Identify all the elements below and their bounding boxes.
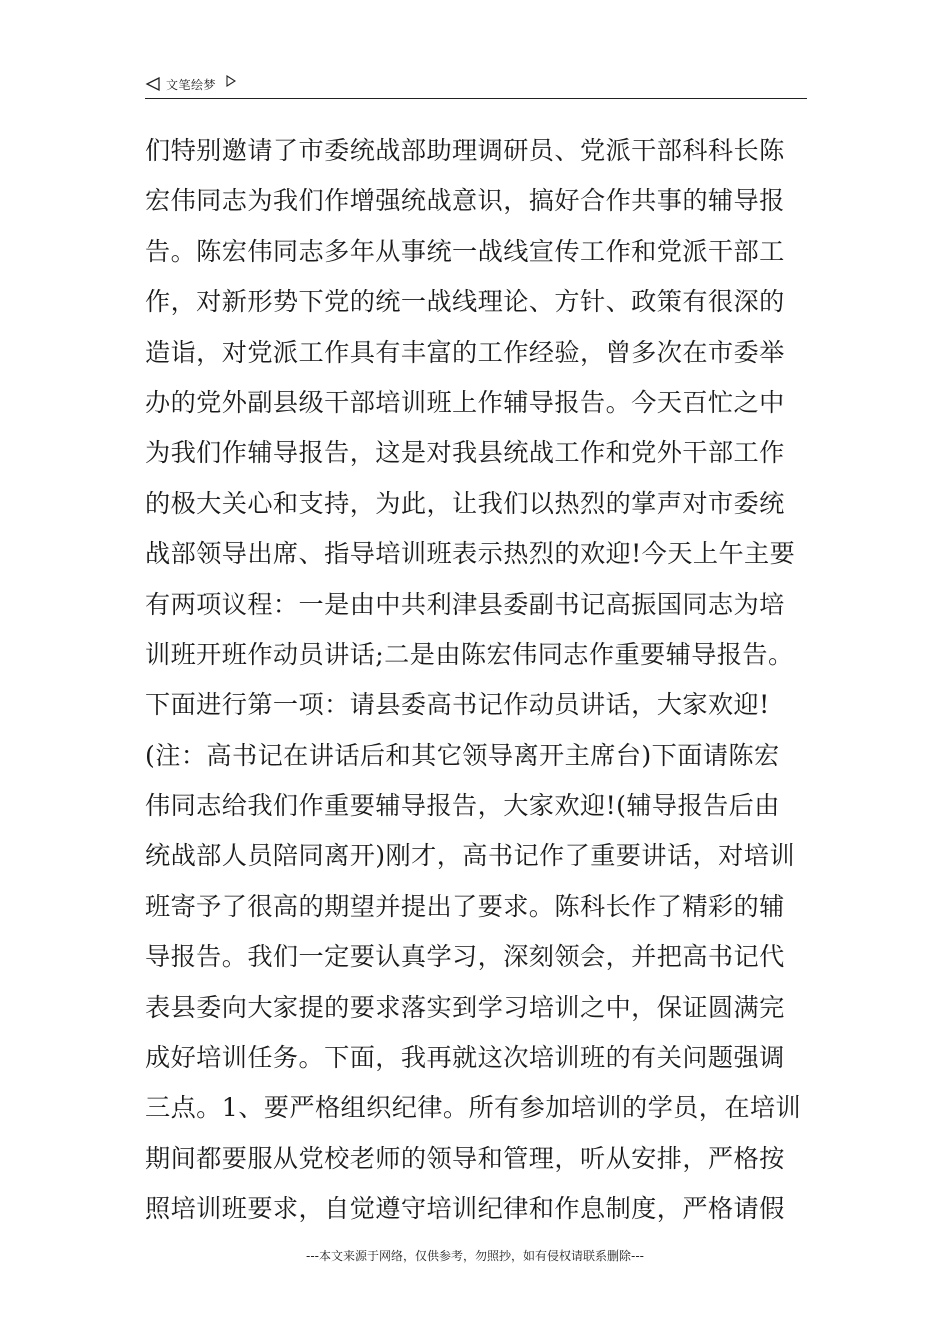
text-line: (注：高书记在讲话后和其它领导离开主席台)下面请陈宏 [145,740,780,770]
text-line: 统战部人员陪同离开)刚才，高书记作了重要讲话，对培训 [145,841,795,871]
header-title: 文笔绘梦 [166,77,217,92]
left-triangle-icon [145,76,161,92]
text-line: 照培训班要求，自觉遵守培训纪律和作息制度，严格请假 [145,1194,785,1224]
text-line: 宏伟同志为我们作增强统战意识，搞好合作共事的辅导报 [145,186,785,216]
text-line: 表县委向大家提的要求落实到学习培训之中，保证圆满完 [145,992,785,1022]
text-line: 们特别邀请了市委统战部助理调研员、党派干部科科长陈 [145,136,785,165]
text-line: 造诣，对党派工作具有丰富的工作经验，曾多次在市委举 [145,337,785,367]
text-line: 告。陈宏伟同志多年从事统一战线宣传工作和党派干部工 [145,236,785,266]
text-line: 战部领导出席、指导培训班表示热烈的欢迎!今天上午主要 [145,539,796,569]
text-line: 班寄予了很高的期望并提出了要求。陈科长作了精彩的辅 [145,891,785,921]
text-line: 伟同志给我们作重要辅导报告，大家欢迎!(辅导报告后由 [145,791,780,821]
document-body [145,131,811,1240]
text-line: 的极大关心和支持，为此，让我们以热烈的掌声对市委统 [145,488,785,518]
footer-notice: ---本文来源于网络，仅供参考，勿照抄，如有侵权请联系删除--- [306,1249,644,1263]
text-line: 期间都要服从党校老师的领导和管理，听从安排，严格按 [145,1143,785,1173]
header-row [145,74,236,94]
text-line: 为我们作辅导报告，这是对我县统战工作和党外干部工作 [145,438,785,468]
text-line: 办的党外副县级干部培训班上作辅导报告。今天百忙之中 [145,387,785,417]
right-triangle-icon [226,75,236,87]
text-line: 导报告。我们一定要认真学习，深刻领会，并把高书记代 [145,942,785,972]
text-line: 三点。1、要严格组织纪律。所有参加培训的学员，在培训 [145,1093,802,1123]
text-line: 训班开班作动员讲话;二是由陈宏伟同志作重要辅导报告。 [145,639,794,669]
text-line: 作，对新形势下党的统一战线理论、方针、政策有很深的 [145,287,785,317]
page-header [145,72,807,99]
text-line: 有两项议程：一是由中共利津县委副书记高振国同志为培 [145,589,785,619]
text-line: 下面进行第一项：请县委高书记作动员讲话，大家欢迎! [145,690,770,720]
text-line: 成好培训任务。下面，我再就这次培训班的有关问题强调 [145,1043,785,1073]
